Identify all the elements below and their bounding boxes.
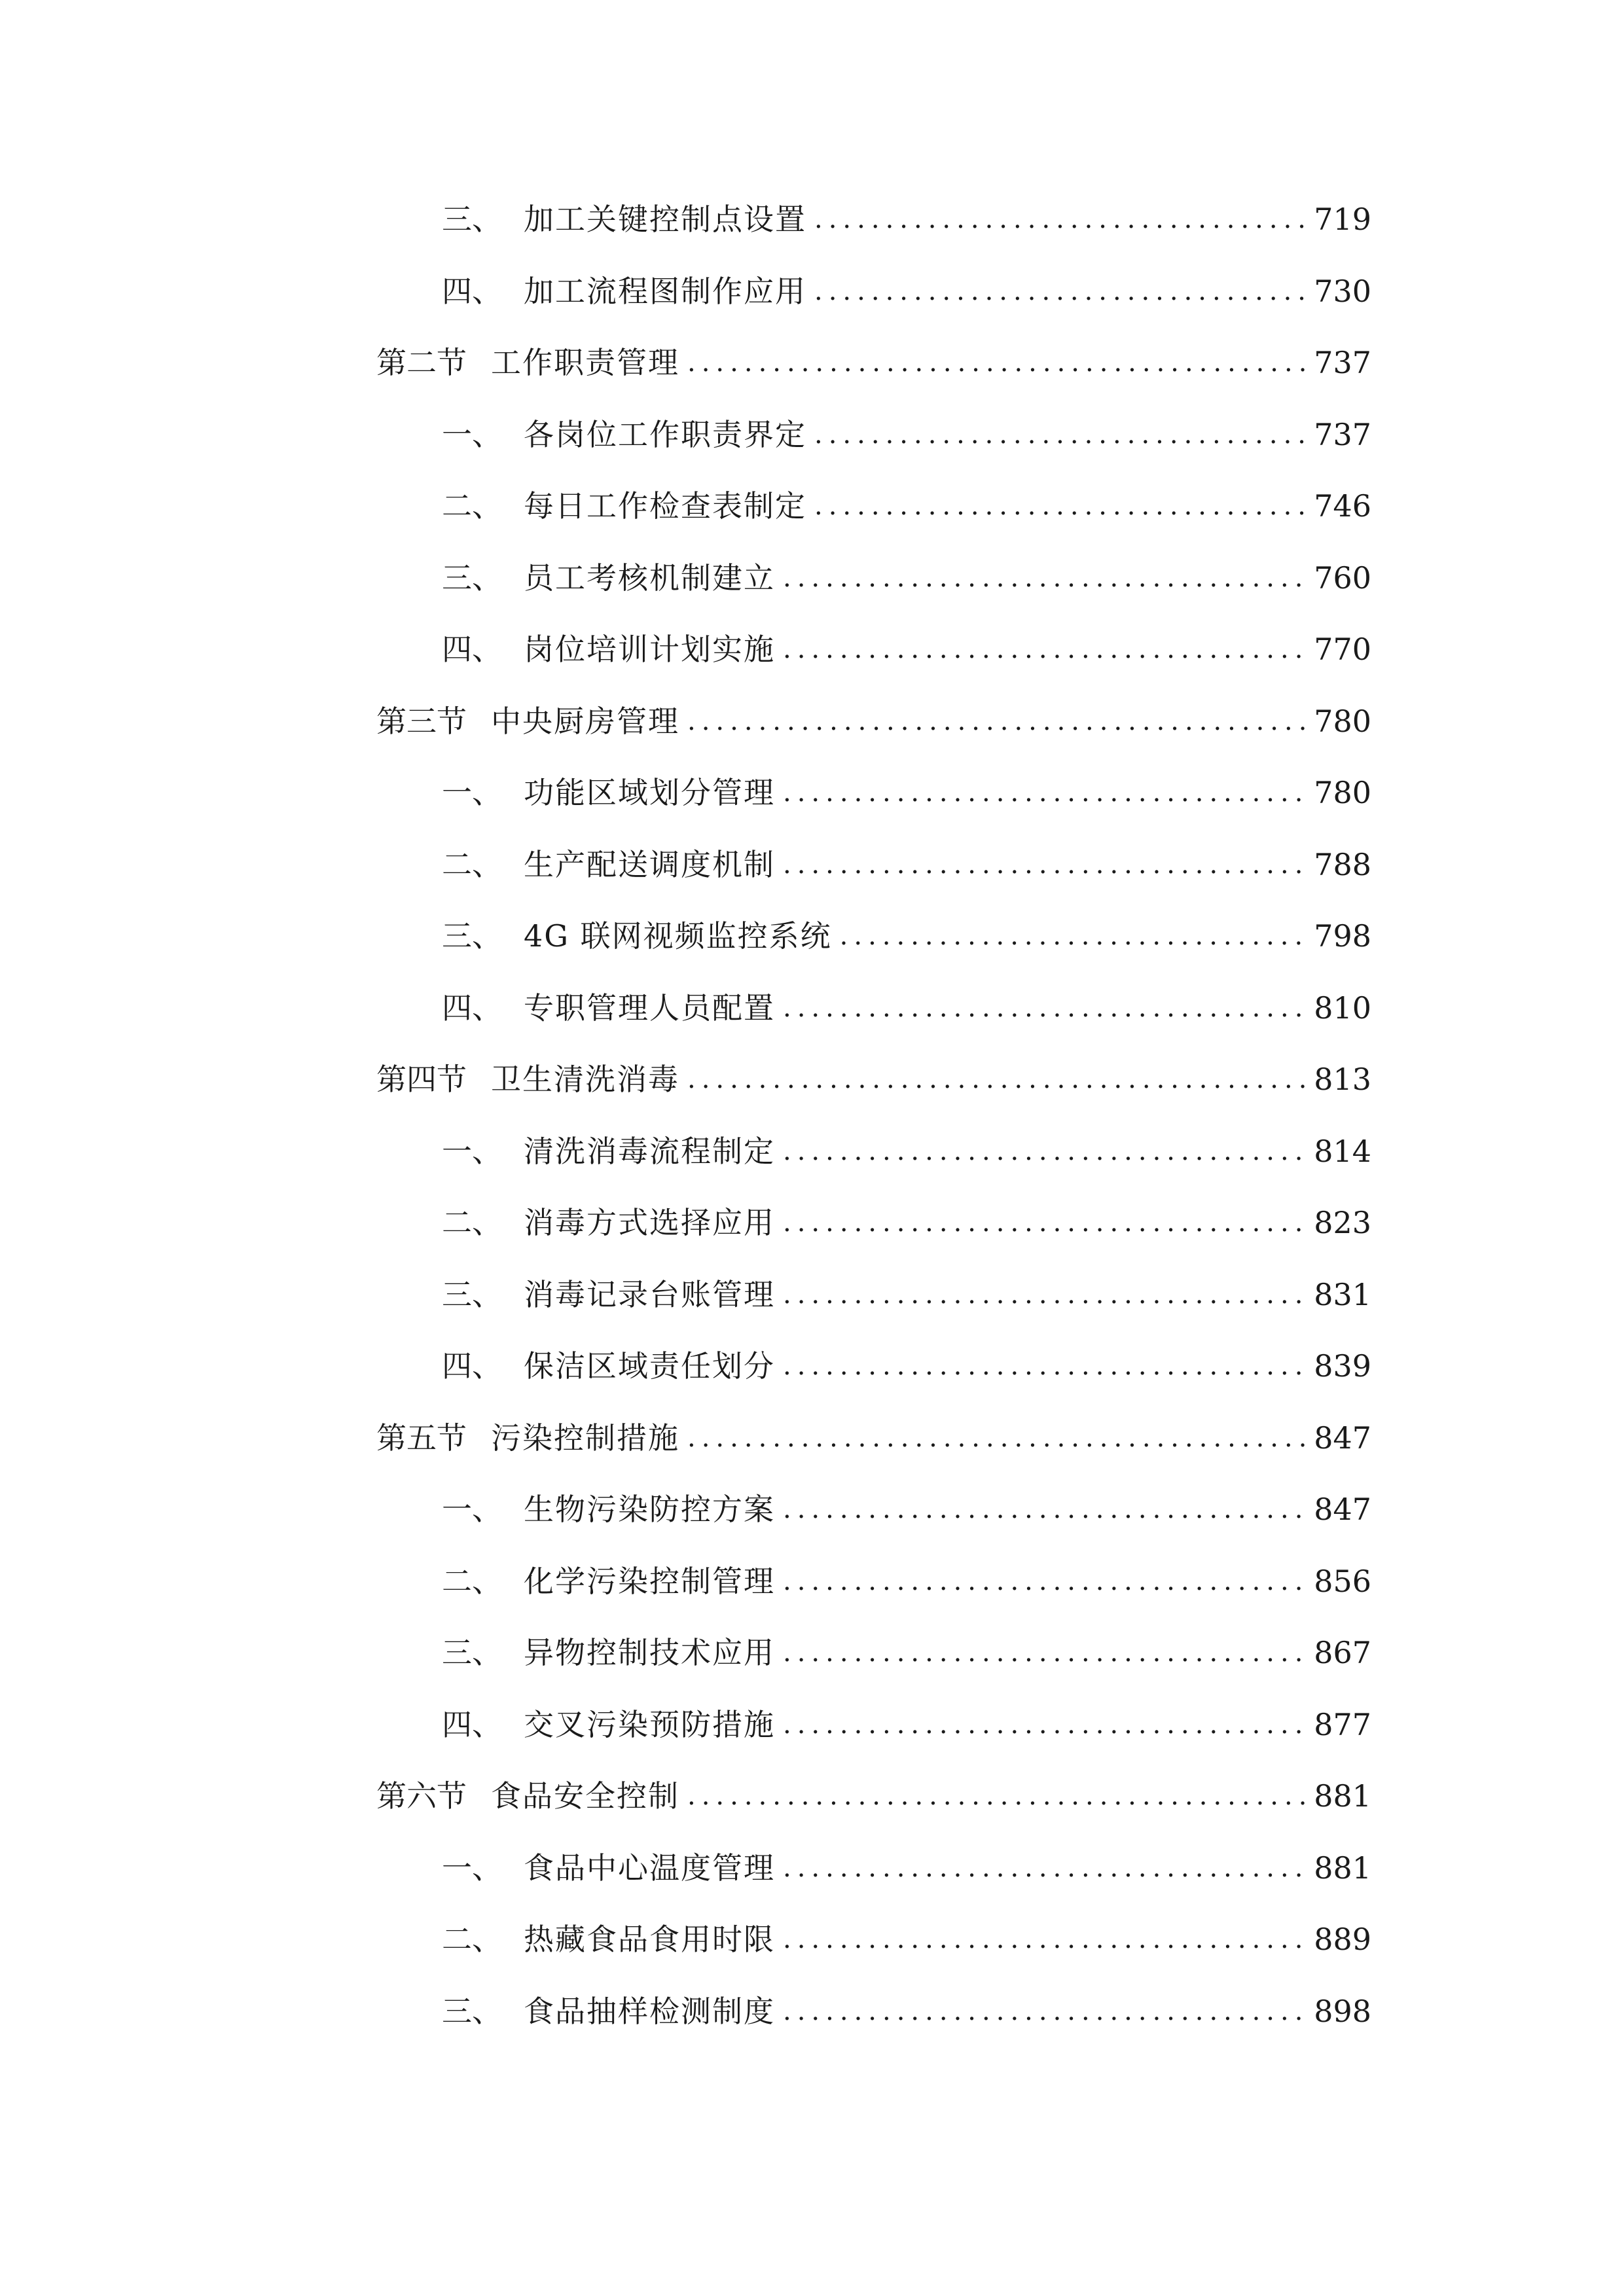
toc-title: 消毒方式选择应用: [524, 1205, 775, 1240]
toc-section-entry[interactable]: [376, 1053, 1371, 1105]
toc-ordinal: 二、: [442, 488, 502, 524]
toc-section-entry[interactable]: [376, 695, 1371, 747]
toc-entry[interactable]: [442, 1268, 1371, 1321]
toc-page-number: 788: [1314, 847, 1371, 882]
toc-entry[interactable]: [442, 982, 1371, 1034]
dot-leader: [783, 1196, 1306, 1249]
dot-leader: [814, 480, 1306, 532]
toc-page-number: 814: [1314, 1134, 1371, 1169]
dot-leader: [783, 1913, 1306, 1965]
dot-leader: [783, 1626, 1306, 1679]
toc-entry[interactable]: [442, 1626, 1371, 1679]
toc-title: 食品中心温度管理: [524, 1850, 775, 1886]
dot-leader: [783, 552, 1306, 604]
toc-page-number: 746: [1314, 488, 1371, 524]
toc-ordinal: 二、: [442, 1205, 502, 1240]
toc-title: 加工关键控制点设置: [524, 202, 806, 237]
toc-ordinal: 第三节: [376, 704, 467, 739]
dot-leader: [687, 1412, 1306, 1464]
toc-ordinal: 三、: [442, 1635, 502, 1670]
toc-page-number: 856: [1314, 1564, 1371, 1599]
toc-title: 污染控制措施: [491, 1420, 679, 1456]
toc-entry[interactable]: [442, 1340, 1371, 1392]
dot-leader: [783, 1842, 1306, 1894]
toc-page-number: 881: [1314, 1850, 1371, 1886]
toc-page-number: 877: [1314, 1707, 1371, 1742]
toc-page-number: 770: [1314, 632, 1371, 667]
dot-leader: [783, 1340, 1306, 1392]
dot-leader: [783, 1125, 1306, 1177]
dot-leader: [687, 695, 1306, 747]
toc-entry[interactable]: [442, 408, 1371, 461]
dot-leader: [783, 1985, 1306, 2037]
toc-ordinal: 第四节: [376, 1062, 467, 1097]
toc-entry[interactable]: [442, 480, 1371, 532]
toc-entry[interactable]: [442, 1483, 1371, 1535]
dot-leader: [840, 910, 1306, 962]
toc-section-entry[interactable]: [376, 1412, 1371, 1464]
toc-page-number: 737: [1314, 417, 1371, 452]
toc-entry[interactable]: [442, 265, 1371, 317]
toc-ordinal: 第五节: [376, 1420, 467, 1456]
toc-page-number: 737: [1314, 345, 1371, 380]
toc-page-number: 780: [1314, 704, 1371, 739]
toc-title: 热藏食品食用时限: [524, 1922, 775, 1957]
toc-page-number: 898: [1314, 1994, 1371, 2029]
toc-entry[interactable]: [442, 910, 1371, 962]
toc-title: 保洁区域责任划分: [524, 1348, 775, 1384]
toc-title: 加工流程图制作应用: [524, 274, 806, 309]
toc-title: 专职管理人员配置: [524, 990, 775, 1026]
toc-entry[interactable]: [442, 1698, 1371, 1751]
toc-entry[interactable]: [442, 623, 1371, 675]
toc-entry[interactable]: [442, 1985, 1371, 2037]
toc-title: 每日工作检查表制定: [524, 488, 806, 524]
toc-title: 消毒记录台账管理: [524, 1277, 775, 1312]
toc-title: 工作职责管理: [491, 345, 679, 380]
toc-entry[interactable]: [442, 1913, 1371, 1965]
dot-leader: [814, 408, 1306, 461]
toc-ordinal: 四、: [442, 990, 502, 1026]
toc-title: 交叉污染预防措施: [524, 1707, 775, 1742]
toc-title: 食品抽样检测制度: [524, 1994, 775, 2029]
toc-page-number: 810: [1314, 990, 1371, 1026]
toc-ordinal: 一、: [442, 775, 502, 810]
toc-title: 食品安全控制: [491, 1778, 679, 1814]
toc-entry[interactable]: [442, 552, 1371, 604]
toc-entry[interactable]: [442, 1842, 1371, 1894]
toc-section-entry[interactable]: [376, 336, 1371, 389]
toc-ordinal: 二、: [442, 1564, 502, 1599]
toc-entry[interactable]: [442, 838, 1371, 891]
toc-page-number: 780: [1314, 775, 1371, 810]
toc-title: 功能区域划分管理: [524, 775, 775, 810]
toc-ordinal: 四、: [442, 274, 502, 309]
toc-title: 生产配送调度机制: [524, 847, 775, 882]
toc-page-number: 889: [1314, 1922, 1371, 1957]
toc-ordinal: 一、: [442, 1492, 502, 1527]
dot-leader: [783, 766, 1306, 819]
toc-entry[interactable]: [442, 1196, 1371, 1249]
toc-page-number: 798: [1314, 918, 1371, 954]
toc-page-number: 831: [1314, 1277, 1371, 1312]
dot-leader: [783, 1555, 1306, 1607]
toc-ordinal: 四、: [442, 632, 502, 667]
toc-page-number: 881: [1314, 1778, 1371, 1814]
toc-title: 4G 联网视频监控系统: [524, 918, 832, 954]
toc-title: 化学污染控制管理: [524, 1564, 775, 1599]
toc-title: 清洗消毒流程制定: [524, 1134, 775, 1169]
toc-ordinal: 一、: [442, 417, 502, 452]
dot-leader: [783, 982, 1306, 1034]
toc-section-entry[interactable]: [376, 1770, 1371, 1822]
dot-leader: [687, 1770, 1306, 1822]
toc-ordinal: 四、: [442, 1707, 502, 1742]
toc-title: 生物污染防控方案: [524, 1492, 775, 1527]
dot-leader: [783, 838, 1306, 891]
dot-leader: [783, 623, 1306, 675]
toc-title: 各岗位工作职责界定: [524, 417, 806, 452]
toc-page-number: 867: [1314, 1635, 1371, 1670]
dot-leader: [783, 1483, 1306, 1535]
toc-entry[interactable]: [442, 1555, 1371, 1607]
toc-ordinal: 一、: [442, 1850, 502, 1886]
toc-page-number: 760: [1314, 560, 1371, 596]
toc-title: 岗位培训计划实施: [524, 632, 775, 667]
toc-ordinal: 三、: [442, 560, 502, 596]
toc-ordinal: 二、: [442, 847, 502, 882]
toc-page-number: 823: [1314, 1205, 1371, 1240]
toc-ordinal: 三、: [442, 918, 502, 954]
toc-page-number: 839: [1314, 1348, 1371, 1384]
toc-title: 中央厨房管理: [491, 704, 679, 739]
toc-ordinal: 四、: [442, 1348, 502, 1384]
toc-page-number: 719: [1314, 202, 1371, 237]
toc-ordinal: 三、: [442, 202, 502, 237]
toc-entry[interactable]: [442, 193, 1371, 245]
toc-title: 员工考核机制建立: [524, 560, 775, 596]
toc-page-number: 730: [1314, 274, 1371, 309]
dot-leader: [783, 1268, 1306, 1321]
toc-entry[interactable]: [442, 766, 1371, 819]
toc-page-number: 813: [1314, 1062, 1371, 1097]
dot-leader: [814, 193, 1306, 245]
toc-title: 异物控制技术应用: [524, 1635, 775, 1670]
toc-title: 卫生清洗消毒: [491, 1062, 679, 1097]
dot-leader: [783, 1698, 1306, 1751]
dot-leader: [814, 265, 1306, 317]
toc-entry[interactable]: [442, 1125, 1371, 1177]
toc-page-number: 847: [1314, 1420, 1371, 1456]
toc-page-number: 847: [1314, 1492, 1371, 1527]
toc-ordinal: 第六节: [376, 1778, 467, 1814]
toc-ordinal: 第二节: [376, 345, 467, 380]
dot-leader: [687, 336, 1306, 389]
toc-ordinal: 三、: [442, 1994, 502, 2029]
toc-ordinal: 三、: [442, 1277, 502, 1312]
dot-leader: [687, 1053, 1306, 1105]
toc-ordinal: 二、: [442, 1922, 502, 1957]
toc-ordinal: 一、: [442, 1134, 502, 1169]
